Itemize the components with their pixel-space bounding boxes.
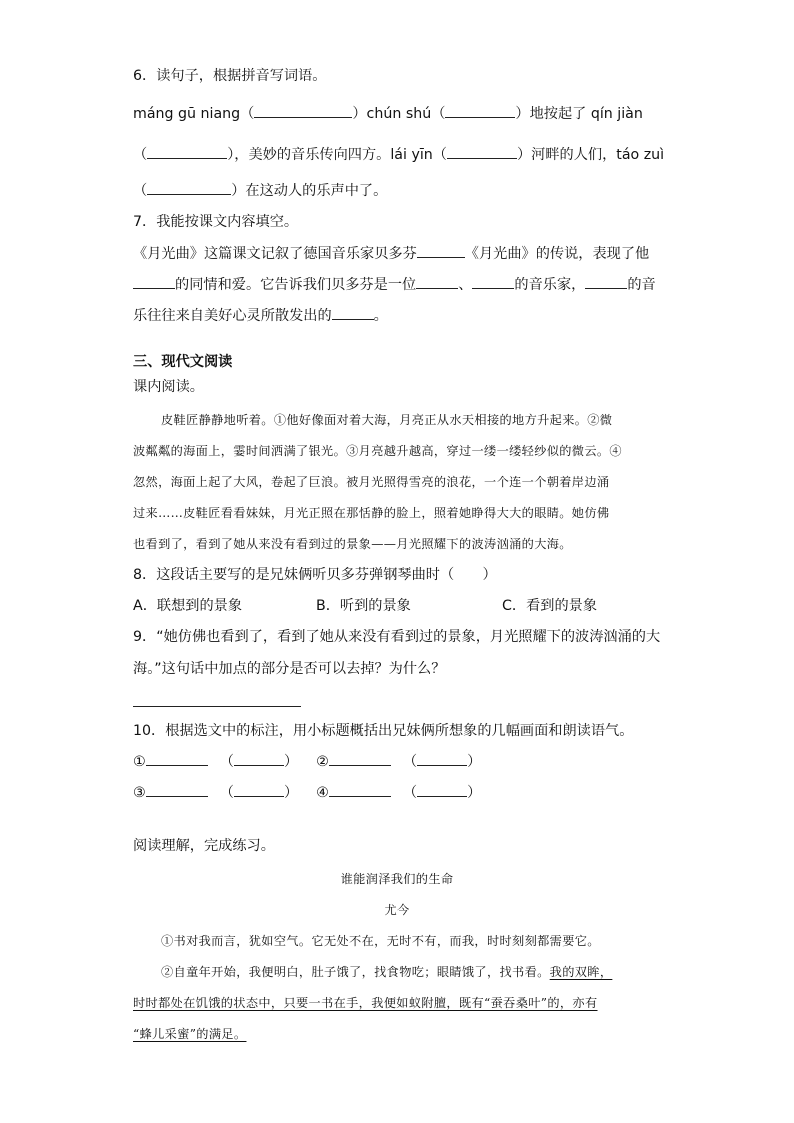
answer-blank[interactable] xyxy=(585,276,627,289)
article-paragraph-2-line-3: “蜂儿采蜜”的满足。 xyxy=(133,1027,247,1041)
answer-blank[interactable] xyxy=(133,276,175,289)
answer-blank[interactable] xyxy=(329,784,391,797)
answer-blank[interactable] xyxy=(472,276,514,289)
answer-blank[interactable] xyxy=(445,105,515,118)
section-heading: 三、现代文阅读 xyxy=(133,354,233,370)
q7-line-2: 的同情和爱。它告诉我们贝多芬是一位 、 的音乐家， 的音 xyxy=(133,275,656,295)
passage-line: 也看到了，看到了她从来没有看到过的景象——月光照耀下的波涛汹涌的大海。 xyxy=(133,537,572,551)
answer-blank[interactable] xyxy=(146,753,208,766)
answer-blank[interactable] xyxy=(234,753,284,766)
answer-blank[interactable] xyxy=(447,146,517,159)
q7-line-3: 乐往往来自美好心灵所散发出的 。 xyxy=(133,308,388,324)
answer-blank[interactable] xyxy=(234,784,284,797)
q10-row-2: ③ （ ） ④ （ ） xyxy=(133,785,482,801)
answer-blank[interactable] xyxy=(417,784,467,797)
article-paragraph-1: ①书对我而言，犹如空气。它无处不在，无时不有，而我，时时刻刻都需要它。 xyxy=(161,934,600,948)
q7-title: 7．我能按课文内容填空。 xyxy=(133,214,299,230)
q8-question: 8．这段话主要写的是兄妹俩听贝多芬弹钢琴曲时（ ） xyxy=(133,567,497,583)
q9-answer-line[interactable] xyxy=(133,706,301,707)
q10-row-1: ① （ ） ② （ ） xyxy=(133,754,482,770)
answer-blank[interactable] xyxy=(417,245,465,258)
passage-line: 皮鞋匠静静地听着。①他好像面对着大海，月亮正从水天相接的地方升起来。②微 xyxy=(161,413,613,427)
passage-line: 忽然，海面上起了大风，卷起了巨浪。被月光照得雪亮的浪花，一个连一个朝着岸边涌 xyxy=(133,475,610,489)
answer-blank[interactable] xyxy=(146,784,208,797)
q6-line-1: máng gū niang（ ）chún shú（ ）地按起了 qín jiàn xyxy=(133,106,643,122)
article-author: 尤今 xyxy=(384,903,410,917)
section-subheading: 课内阅读。 xyxy=(133,379,204,395)
answer-blank[interactable] xyxy=(416,276,458,289)
answer-blank[interactable] xyxy=(147,182,231,195)
passage-line: 波粼粼的海面上，霎时间洒满了银光。③月亮越升越高，穿过一缕一缕轻纱似的微云。④ xyxy=(133,444,622,458)
answer-blank[interactable] xyxy=(332,307,374,320)
q9-line-1: 9．“她仿佛也看到了，看到了她从来没有看到过的景象，月光照耀下的波涛汹涌的大 xyxy=(133,629,661,645)
q6-line-2: （ ），美妙的音乐传向四方。lái yīn（ ）河畔的人们，táo zuì xyxy=(133,147,665,163)
answer-blank[interactable] xyxy=(417,753,467,766)
article-title: 谁能润泽我们的生命 xyxy=(340,872,454,886)
answer-blank[interactable] xyxy=(254,105,352,118)
passage-line: 过来……皮鞋匠看看妹妹，月光正照在那恬静的脸上，照着她睁得大大的眼睛。她仿佛 xyxy=(133,506,610,520)
q9-line-2: 海。”这句话中加点的部分是否可以去掉？为什么？ xyxy=(133,661,446,677)
q7-line-1: 《月光曲》这篇课文记叙了德国音乐家贝多芬 《月光曲》的传说，表现了他 xyxy=(133,246,650,262)
q6-title: 6．读句子，根据拼音写词语。 xyxy=(133,68,327,84)
article-paragraph-2-line-2: 时时都处在饥饿的状态中，只要一书在手，我便如蚁附膻，既有“蚕吞桑叶”的，亦有 xyxy=(133,996,598,1010)
answer-blank[interactable] xyxy=(147,146,227,159)
q6-line-3: （ ）在这动人的乐声中了。 xyxy=(133,183,388,199)
q10-question: 10．根据选文中的标注，用小标题概括出兄妹俩所想象的几幅画面和朗读语气。 xyxy=(133,723,634,739)
article-paragraph-2-line-1: ②自童年开始，我便明白，肚子饿了，找食物吃；眼睛饿了，找书看。我的双眸， xyxy=(161,965,613,979)
q8-option-c[interactable]: C．看到的景象 xyxy=(502,598,598,614)
q8-option-a[interactable]: A．联想到的景象 xyxy=(133,598,243,614)
reading2-intro: 阅读理解，完成练习。 xyxy=(133,838,275,854)
answer-blank[interactable] xyxy=(329,753,391,766)
q8-option-b[interactable]: B．听到的景象 xyxy=(316,598,411,614)
